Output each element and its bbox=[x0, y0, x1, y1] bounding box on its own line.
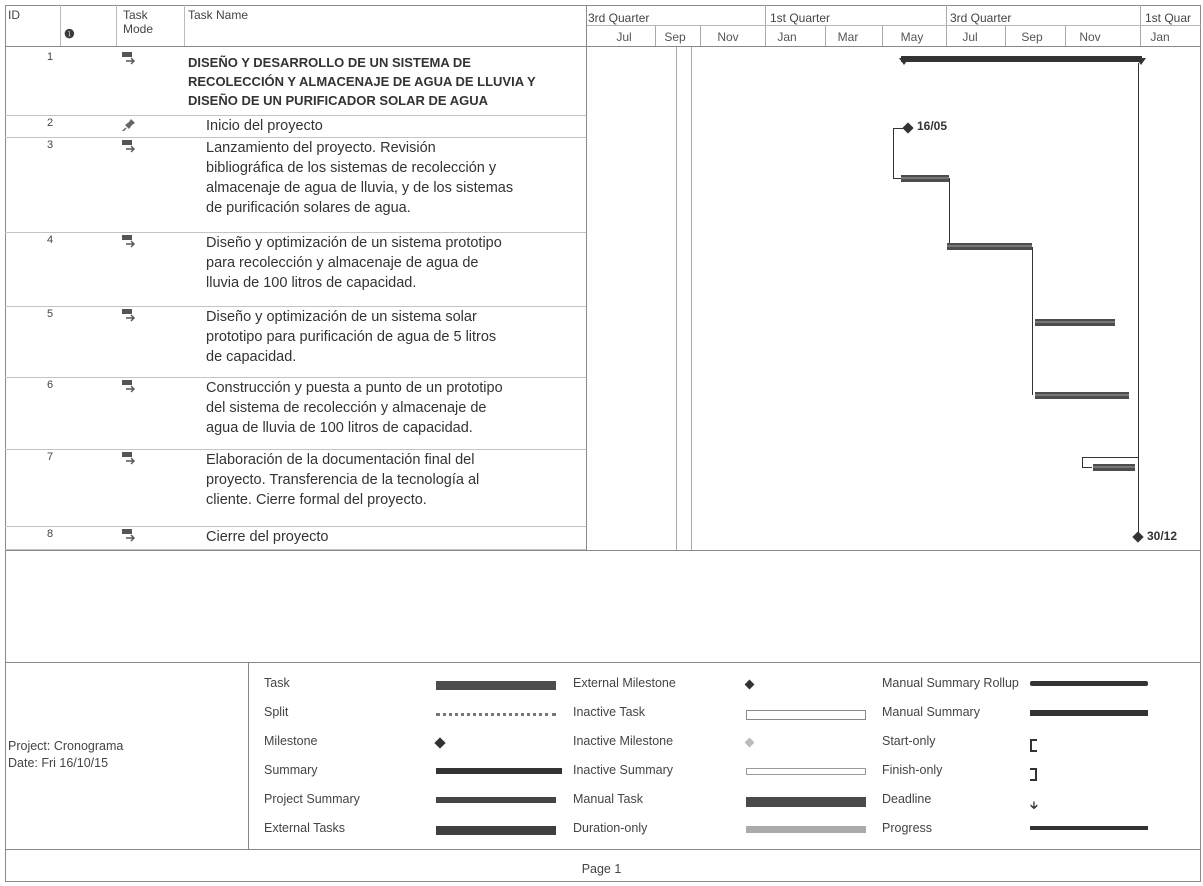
milestone-end-label: 30/12 bbox=[1147, 529, 1178, 543]
quarter-label: 3rd Quarter bbox=[588, 11, 650, 25]
header-id: ID bbox=[8, 8, 20, 22]
task-name-line: Diseño y optimización de un sistema prototipo bbox=[206, 235, 502, 251]
task-name-line: del sistema de recolección y almacenaje de bbox=[206, 400, 487, 416]
legend-symbol bbox=[746, 681, 753, 688]
task-name bbox=[206, 378, 586, 438]
header-task-mode: Task Mode bbox=[123, 8, 154, 36]
gantt-separator bbox=[691, 47, 692, 550]
legend-symbol bbox=[436, 826, 556, 835]
task-name bbox=[206, 450, 586, 510]
legend-label: Summary bbox=[264, 763, 318, 777]
task-name-line: DISEÑO DE UN PURIFICADOR SOLAR DE AGUA bbox=[188, 93, 488, 108]
month-divider bbox=[825, 26, 826, 47]
month-divider bbox=[882, 26, 883, 47]
manually-scheduled-icon bbox=[121, 528, 135, 542]
task-name-line: agua de lluvia de 100 litros de capacidad. bbox=[206, 420, 473, 436]
task-name-line: de capacidad. bbox=[206, 349, 297, 365]
manually-scheduled-icon bbox=[121, 51, 135, 65]
legend-label: Duration-only bbox=[573, 821, 648, 835]
legend-symbol bbox=[746, 710, 866, 720]
legend-symbol bbox=[1030, 826, 1148, 830]
manually-scheduled-icon bbox=[121, 379, 135, 393]
quarter-divider bbox=[1140, 5, 1141, 47]
task-bar-7 bbox=[1093, 464, 1135, 471]
month-divider bbox=[1005, 26, 1006, 47]
link-line bbox=[1082, 457, 1083, 467]
legend-label: Manual Summary Rollup bbox=[882, 676, 1019, 690]
task-name-line: Cierre del proyecto bbox=[206, 529, 329, 545]
task-bar-4 bbox=[947, 243, 1032, 250]
project-name: Project: Cronograma bbox=[8, 739, 124, 753]
row-id: 8 bbox=[46, 528, 54, 540]
manually-scheduled-icon bbox=[121, 139, 135, 153]
mode-col-divider bbox=[116, 5, 117, 46]
task-name bbox=[206, 527, 586, 547]
legend-symbol bbox=[436, 681, 556, 690]
month-label: Nov bbox=[1079, 30, 1101, 44]
month-label: Mar bbox=[837, 30, 859, 44]
month-divider bbox=[700, 26, 701, 47]
row-id: 5 bbox=[46, 308, 54, 320]
gantt-separator bbox=[676, 47, 677, 550]
manually-scheduled-icon bbox=[121, 234, 135, 248]
page-number: Page 1 bbox=[581, 862, 622, 876]
link-line bbox=[1032, 247, 1033, 395]
summary-task-name bbox=[188, 53, 568, 110]
task-bar-3 bbox=[901, 175, 949, 182]
month-label: Jul bbox=[962, 30, 978, 44]
quarter-label: 3rd Quarter bbox=[950, 11, 1012, 25]
task-name-line: prototipo para purificación de agua de 5 litros bbox=[206, 329, 497, 345]
legend-label: Manual Task bbox=[573, 792, 643, 806]
task-name-line: DISEÑO Y DESARROLLO DE UN SISTEMA DE bbox=[188, 55, 471, 70]
task-name-line: Diseño y optimización de un sistema solar bbox=[206, 309, 477, 325]
legend-symbol bbox=[1030, 768, 1037, 781]
link-line bbox=[893, 128, 903, 129]
manually-scheduled-icon bbox=[121, 308, 135, 322]
legend-symbol bbox=[746, 768, 866, 775]
legend-symbol bbox=[1030, 710, 1148, 716]
legend-symbol bbox=[1030, 739, 1037, 752]
month-label: Nov bbox=[717, 30, 739, 44]
legend-label: Milestone bbox=[264, 734, 318, 748]
legend-symbol bbox=[746, 739, 753, 746]
legend-label: External Tasks bbox=[264, 821, 346, 835]
task-name-line: cliente. Cierre formal del proyecto. bbox=[206, 492, 427, 508]
row-id: 3 bbox=[46, 139, 54, 151]
task-name-line: para recolección y almacenaje de agua de bbox=[206, 255, 479, 271]
info-icon: ❶ bbox=[64, 27, 75, 41]
id-col-divider bbox=[60, 5, 61, 46]
row-id: 7 bbox=[46, 451, 54, 463]
legend-label: External Milestone bbox=[573, 676, 676, 690]
task-name-line: bibliográfica de los sistemas de recolección y bbox=[206, 160, 497, 176]
month-label: Jan bbox=[777, 30, 797, 44]
name-col-divider bbox=[184, 5, 185, 46]
legend-label: Inactive Summary bbox=[573, 763, 674, 777]
finish-link-line bbox=[1138, 63, 1139, 533]
row-id: 1 bbox=[46, 51, 54, 63]
legend-symbol bbox=[1030, 681, 1148, 686]
legend-label: Inactive Milestone bbox=[573, 734, 674, 748]
quarter-divider bbox=[946, 5, 947, 47]
legend-symbol bbox=[436, 710, 556, 716]
timescale-divider bbox=[586, 25, 1201, 26]
legend-label: Start-only bbox=[882, 734, 936, 748]
legend-symbol bbox=[436, 739, 444, 747]
link-line bbox=[1082, 457, 1138, 458]
header-divider bbox=[5, 46, 1201, 47]
legend-symbol bbox=[436, 768, 562, 774]
task-name-line: Lanzamiento del proyecto. Revisión bbox=[206, 140, 436, 156]
legend-label: Progress bbox=[882, 821, 933, 835]
task-name bbox=[206, 138, 586, 218]
legend-label: Manual Summary bbox=[882, 705, 980, 719]
task-name bbox=[206, 307, 586, 367]
task-name bbox=[206, 233, 586, 293]
legend-label: Project Summary bbox=[264, 792, 360, 806]
summary-bar bbox=[901, 56, 1142, 62]
task-bar-5 bbox=[1035, 319, 1115, 326]
row-id: 2 bbox=[46, 117, 54, 129]
month-label: May bbox=[900, 30, 924, 44]
month-label: Sep bbox=[1021, 30, 1043, 44]
legend-symbol bbox=[746, 797, 866, 807]
task-name bbox=[206, 116, 586, 136]
task-name-line: proyecto. Transferencia de la tecnología al bbox=[206, 472, 480, 488]
task-name-line: Construcción y puesta a punto de un prototipo bbox=[206, 380, 503, 396]
month-label: Jul bbox=[616, 30, 632, 44]
task-name-line: RECOLECCIÓN Y ALMACENAJE DE AGUA DE LLUVIA Y bbox=[188, 74, 536, 89]
month-divider bbox=[655, 26, 656, 47]
quarter-label: 1st Quarter bbox=[770, 11, 831, 25]
legend-label: Split bbox=[264, 705, 289, 719]
pin-icon bbox=[121, 117, 135, 131]
task-name-line: almacenaje de agua de lluvia, y de los sistemas bbox=[206, 180, 514, 196]
project-date: Date: Fri 16/10/15 bbox=[8, 756, 109, 770]
milestone-start-label: 16/05 bbox=[917, 119, 948, 133]
legend-label: Inactive Task bbox=[573, 705, 646, 719]
legend-symbol bbox=[436, 797, 556, 803]
legend-label: Task bbox=[264, 676, 290, 690]
legend-symbol: 🡳 bbox=[1030, 800, 1038, 812]
manually-scheduled-icon bbox=[121, 451, 135, 465]
month-label: Jan bbox=[1150, 30, 1170, 44]
summary-bar-left-cap bbox=[899, 58, 909, 65]
task-bar-6 bbox=[1035, 392, 1129, 399]
legend-divider bbox=[248, 662, 249, 849]
legend-top-line bbox=[5, 662, 1201, 663]
footer-line bbox=[5, 849, 1201, 850]
task-name-line: Inicio del proyecto bbox=[206, 118, 323, 134]
month-divider bbox=[1065, 26, 1066, 47]
table-bottom-line bbox=[5, 550, 1201, 551]
link-line bbox=[1082, 467, 1092, 468]
table-gantt-divider bbox=[586, 5, 587, 550]
quarter-label: 1st Quar bbox=[1145, 11, 1192, 25]
legend-label: Finish-only bbox=[882, 763, 943, 777]
link-line bbox=[893, 128, 894, 178]
task-name-line: Elaboración de la documentación final del bbox=[206, 452, 475, 468]
legend-label: Deadline bbox=[882, 792, 932, 806]
month-label: Sep bbox=[664, 30, 686, 44]
task-name-line: lluvia de 100 litros de capacidad. bbox=[206, 275, 417, 291]
task-name-line: de purificación solares de agua. bbox=[206, 200, 411, 216]
row-id: 4 bbox=[46, 234, 54, 246]
legend-symbol bbox=[746, 826, 866, 833]
link-line bbox=[949, 178, 950, 243]
quarter-divider bbox=[765, 5, 766, 47]
link-line bbox=[893, 178, 901, 179]
header-task-name: Task Name bbox=[188, 8, 249, 22]
row-id: 6 bbox=[46, 379, 54, 391]
